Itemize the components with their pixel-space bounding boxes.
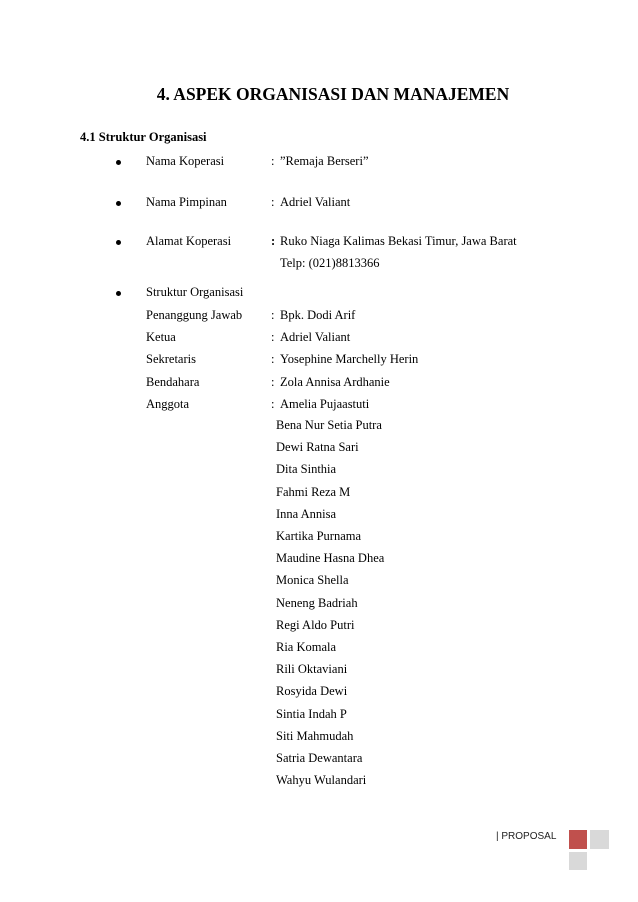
list-item: Sintia Indah P (276, 707, 347, 721)
footer-label: | PROPOSAL (496, 831, 557, 842)
role-colon: : (271, 330, 275, 344)
role-value: Adriel Valiant (280, 330, 351, 344)
role-label: Bendahara (146, 375, 200, 389)
info-label: Alamat Koperasi (146, 234, 232, 248)
list-item: Maudine Hasna Dhea (276, 551, 385, 565)
footer-red-block (569, 830, 587, 849)
info-label: Nama Koperasi (146, 154, 225, 168)
role-label: Sekretaris (146, 352, 196, 366)
list-item: Rosyida Dewi (276, 684, 348, 698)
info-colon: : (271, 154, 275, 168)
bullet-icon (116, 291, 121, 296)
list-item: Dita Sinthia (276, 462, 337, 476)
bullet-icon (116, 201, 121, 206)
info-value: Adriel Valiant (280, 195, 351, 209)
footer-gray-block (569, 852, 587, 870)
bullet-icon (116, 240, 121, 245)
list-item: Monica Shella (276, 573, 349, 587)
info-colon: : (271, 234, 276, 248)
bullet-icon (116, 160, 121, 165)
role-colon: : (271, 352, 275, 366)
role-colon: : (271, 308, 275, 322)
role-label: Ketua (146, 330, 176, 344)
list-item: Ria Komala (276, 640, 337, 654)
info-value: ”Remaja Berseri” (280, 154, 369, 168)
list-item: Fahmi Reza M (276, 485, 351, 499)
role-label: Penanggung Jawab (146, 308, 243, 322)
info-label: Nama Pimpinan (146, 195, 227, 209)
list-item: Inna Annisa (276, 507, 337, 521)
list-item: Rili Oktaviani (276, 662, 348, 676)
role-value: Zola Annisa Ardhanie (280, 375, 390, 389)
list-item: Siti Mahmudah (276, 729, 354, 743)
role-colon: : (271, 397, 275, 411)
structure-heading: Struktur Organisasi (146, 285, 244, 299)
role-colon: : (271, 375, 275, 389)
role-label: Anggota (146, 397, 190, 411)
list-item: Satria Dewantara (276, 751, 363, 765)
list-item: Regi Aldo Putri (276, 618, 355, 632)
page-title: 4. ASPEK ORGANISASI DAN MANAJEMEN (156, 84, 510, 104)
list-item: Kartika Purnama (276, 529, 362, 543)
list-item: Bena Nur Setia Putra (276, 418, 382, 432)
role-value: Yosephine Marchelly Herin (280, 352, 419, 366)
info-colon: : (271, 195, 275, 209)
list-item: Neneng Badriah (276, 596, 358, 610)
list-item: Wahyu Wulandari (276, 773, 367, 787)
role-value: Bpk. Dodi Arif (280, 308, 356, 322)
role-value: Amelia Pujaastuti (280, 397, 370, 411)
info-value-telp: Telp: (021)8813366 (280, 256, 380, 270)
list-item: Dewi Ratna Sari (276, 440, 359, 454)
footer-gray-block (590, 830, 609, 849)
section-heading: 4.1 Struktur Organisasi (80, 130, 207, 144)
info-value: Ruko Niaga Kalimas Bekasi Timur, Jawa Barat (280, 234, 517, 248)
